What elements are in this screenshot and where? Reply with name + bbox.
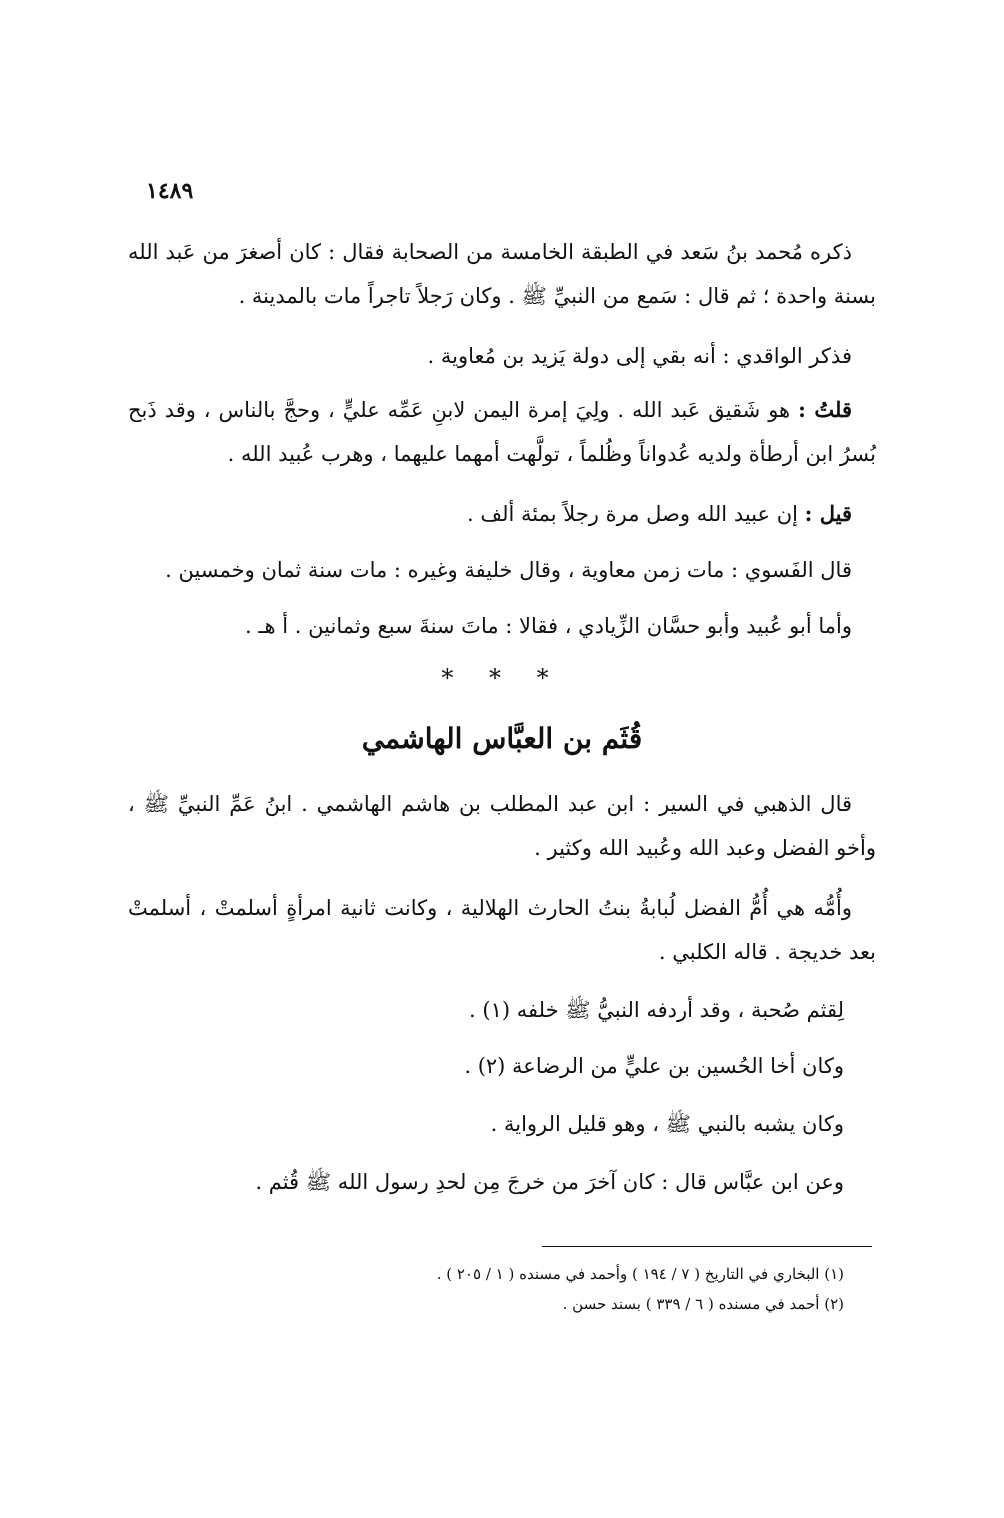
paragraph-resemblance: [128, 1102, 844, 1146]
section-separator: * * *: [441, 664, 563, 692]
paragraph-text: وعن ابن عبَّاس قال : كان آخرَ من خرجَ مِن لحدِ رسول الله ﷺ قُثم .: [255, 1170, 844, 1194]
paragraph-text: هو شَقيق عَبد الله . ولِيَ إمرة اليمن لابنِ عَمِّه عليٍّ ، وحجَّ بالناس ، وقد ذَبح بُسرُ ابن أرطأة ولديه عُدواناً وظُلماً ، تولَّهت أمهما عليهما ، وهرب عُبيد الله .: [128, 398, 876, 466]
paragraph-text: قال الذهبي في السير : ابن عبد المطلب بن هاشم الهاشمي . ابنُ عَمِّ النبيِّ ﷺ ، وأخو الفضل وعبد الله وعُبيد الله وكثير .: [128, 792, 876, 860]
paragraph-text: ذكره مُحمد بنُ سَعد في الطبقة الخامسة من الصحابة فقال : كان أصغرَ من عَبد الله بسنة واحدة ؛ ثم قال : سَمع من النبيِّ ﷺ . وكان رَجلاً تاجراً مات بالمدينة .: [128, 240, 876, 308]
paragraph-text: فذكر الواقدي : أنه بقي إلى دولة يَزيد بن مُعاوية .: [427, 344, 852, 368]
paragraph-text: وأُمُّه هي أُمُّ الفضل لُبابةُ بنتُ الحارث الهلالية ، وكانت ثانية امرأةٍ أسلمتْ ، أسلمتْ بعد خديجة . قاله الكلبي .: [128, 896, 876, 964]
paragraph-text: وأما أبو عُبيد وأبو حسَّان الزِّيادي ، فقالا : ماتَ سنةَ سبع وثمانين . أ هـ .: [245, 614, 852, 638]
paragraph-fasawi: [128, 548, 876, 592]
paragraph-rada: [128, 1044, 844, 1088]
page-number: ١٤٨٩: [146, 178, 194, 204]
paragraph-ibn-abbas: [128, 1160, 844, 1204]
paragraph-dhahabi: [128, 782, 876, 870]
footnote-1: (١) البخاري في التاريخ ( ٧ / ١٩٤ ) وأحمد في مسنده ( ١ / ٢٠٥ ) .: [436, 1265, 844, 1283]
footnote-2: (٢) أحمد في مسنده ( ٦ / ٣٣٩ ) بسند حسن .: [562, 1295, 844, 1313]
paragraph-mother: [128, 886, 876, 974]
paragraph-waqidi: [128, 334, 876, 378]
paragraph-qultu: [128, 388, 876, 476]
footnote-divider: [542, 1246, 872, 1247]
paragraph-text: وكان يشبه بالنبي ﷺ ، وهو قليل الرواية .: [490, 1112, 844, 1136]
paragraph-abu-ubaid: [128, 604, 876, 648]
paragraph-text: وكان أخا الحُسين بن عليٍّ من الرضاعة (٢) .: [464, 1054, 844, 1078]
section-title: قُثَم بن العبَّاس الهاشمي: [361, 722, 643, 755]
paragraph-suhba: [128, 988, 844, 1032]
paragraph-text: قال الفَسوي : مات زمن معاوية ، وقال خليفة وغيره : مات سنة ثمان وخمسين .: [165, 558, 852, 582]
paragraph-lead: قيل :: [804, 501, 852, 526]
paragraph-text: إن عبيد الله وصل مرة رجلاً بمئة ألف .: [467, 502, 805, 526]
paragraph-lead: قلتُ :: [798, 397, 852, 422]
paragraph-ibn-saad: [128, 230, 876, 318]
paragraph-qila: [128, 492, 876, 536]
paragraph-text: لِقثم صُحبة ، وقد أردفه النبيُّ ﷺ خلفه (١) .: [469, 998, 844, 1022]
